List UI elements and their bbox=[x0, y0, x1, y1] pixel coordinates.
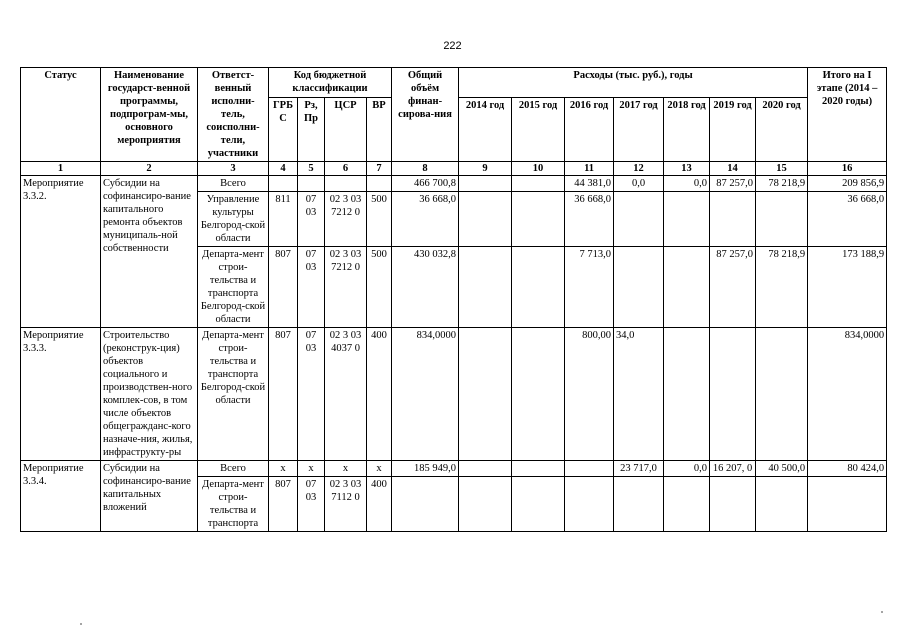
row-responsible: Всего bbox=[198, 176, 269, 192]
header-expenses: Расходы (тыс. руб.), годы bbox=[459, 68, 808, 98]
cell-2018 bbox=[664, 477, 710, 532]
col-number: 5 bbox=[298, 162, 325, 176]
cell-2017: 34,0 bbox=[614, 328, 664, 461]
cell-total: 185 949,0 bbox=[392, 461, 459, 477]
row-name: Строительство (реконструк-ция) объектов социального и производствен-ного комплек-сов, в том числе объектов общегражданс-кого назначе-ния, жилья, инфраструкту-ры bbox=[101, 328, 198, 461]
cell-itogo: 36 668,0 bbox=[808, 192, 887, 247]
cell-total: 466 700,8 bbox=[392, 176, 459, 192]
cell-2019: 16 207, 0 bbox=[710, 461, 756, 477]
cell-2015 bbox=[512, 477, 565, 532]
cell-2015 bbox=[512, 461, 565, 477]
cell-grbs: 811 bbox=[269, 192, 298, 247]
cell-total: 36 668,0 bbox=[392, 192, 459, 247]
cell-csr: 02 3 03 7112 0 bbox=[325, 477, 367, 532]
col-number: 11 bbox=[565, 162, 614, 176]
col-number: 16 bbox=[808, 162, 887, 176]
col-number: 3 bbox=[198, 162, 269, 176]
cell-2017 bbox=[614, 247, 664, 328]
cell-2014 bbox=[459, 192, 512, 247]
scan-speck bbox=[881, 611, 883, 613]
col-number: 1 bbox=[21, 162, 101, 176]
cell-2016 bbox=[565, 461, 614, 477]
table-row bbox=[21, 176, 887, 192]
cell-rzpr: 07 03 bbox=[298, 328, 325, 461]
cell-grbs: x bbox=[269, 461, 298, 477]
row-responsible: Департа-мент строи-тельства и транспорта Белгород-ской области bbox=[198, 328, 269, 461]
cell-2018: 0,0 bbox=[664, 176, 710, 192]
cell-2019 bbox=[710, 477, 756, 532]
cell-total: 430 032,8 bbox=[392, 247, 459, 328]
col-number: 9 bbox=[459, 162, 512, 176]
header-csr: ЦСР bbox=[325, 97, 367, 161]
cell-2020 bbox=[756, 192, 808, 247]
cell-vr: x bbox=[367, 461, 392, 477]
page-number: 222 bbox=[443, 40, 462, 52]
col-number: 6 bbox=[325, 162, 367, 176]
row-name: Субсидии на софинансиро-вание капитальных вложений bbox=[101, 461, 198, 532]
cell-vr: 500 bbox=[367, 247, 392, 328]
scan-speck bbox=[80, 623, 82, 625]
cell-itogo: 173 188,9 bbox=[808, 247, 887, 328]
cell-2014 bbox=[459, 328, 512, 461]
cell-2019: 87 257,0 bbox=[710, 176, 756, 192]
cell-vr: 500 bbox=[367, 192, 392, 247]
cell-2014 bbox=[459, 247, 512, 328]
header-year-2016: 2016 год bbox=[565, 97, 614, 161]
cell-grbs: 807 bbox=[269, 247, 298, 328]
table-row bbox=[21, 328, 887, 461]
header-rzpr: Рз, Пр bbox=[298, 97, 325, 161]
cell-total: 834,0000 bbox=[392, 328, 459, 461]
header-year-2018: 2018 год bbox=[664, 97, 710, 161]
cell-vr bbox=[367, 176, 392, 192]
cell-2020: 78 218,9 bbox=[756, 247, 808, 328]
cell-2016: 36 668,0 bbox=[565, 192, 614, 247]
cell-2016: 800,00 bbox=[565, 328, 614, 461]
cell-2015 bbox=[512, 192, 565, 247]
cell-itogo bbox=[808, 477, 887, 532]
col-number: 2 bbox=[101, 162, 198, 176]
expenses-table bbox=[20, 67, 887, 532]
cell-2019 bbox=[710, 328, 756, 461]
col-number: 13 bbox=[664, 162, 710, 176]
header-year-2017: 2017 год bbox=[614, 97, 664, 161]
header-year-2015: 2015 год bbox=[512, 97, 565, 161]
header-total: Общий объём финан-сирова-ния bbox=[392, 68, 459, 162]
cell-itogo: 209 856,9 bbox=[808, 176, 887, 192]
header-budget-code: Код бюджетной классификации bbox=[269, 68, 392, 98]
cell-csr: 02 3 03 7212 0 bbox=[325, 247, 367, 328]
cell-2015 bbox=[512, 247, 565, 328]
cell-2017 bbox=[614, 192, 664, 247]
cell-2019 bbox=[710, 192, 756, 247]
row-status: Мероприятие 3.3.3. bbox=[21, 328, 101, 461]
col-number: 7 bbox=[367, 162, 392, 176]
cell-total bbox=[392, 477, 459, 532]
row-responsible: Всего bbox=[198, 461, 269, 477]
col-number: 15 bbox=[756, 162, 808, 176]
header-year-2019: 2019 год bbox=[710, 97, 756, 161]
header-grbs: ГРБ С bbox=[269, 97, 298, 161]
cell-2018: 0,0 bbox=[664, 461, 710, 477]
cell-2017: 0,0 bbox=[614, 176, 664, 192]
row-status: Мероприятие 3.3.4. bbox=[21, 461, 101, 532]
cell-vr: 400 bbox=[367, 477, 392, 532]
cell-2017: 23 717,0 bbox=[614, 461, 664, 477]
col-number: 12 bbox=[614, 162, 664, 176]
cell-csr: x bbox=[325, 461, 367, 477]
col-number: 14 bbox=[710, 162, 756, 176]
row-responsible: Управление культуры Белгород-ской области bbox=[198, 192, 269, 247]
cell-2014 bbox=[459, 176, 512, 192]
cell-vr: 400 bbox=[367, 328, 392, 461]
cell-2018 bbox=[664, 192, 710, 247]
cell-2014 bbox=[459, 461, 512, 477]
cell-rzpr: 07 03 bbox=[298, 192, 325, 247]
cell-2018 bbox=[664, 328, 710, 461]
cell-2019: 87 257,0 bbox=[710, 247, 756, 328]
col-number: 8 bbox=[392, 162, 459, 176]
cell-rzpr: 07 03 bbox=[298, 247, 325, 328]
cell-rzpr: x bbox=[298, 461, 325, 477]
header-name: Наименование государст-венной программы, подпрограм-мы, основного мероприятия bbox=[101, 68, 198, 162]
cell-rzpr: 07 03 bbox=[298, 477, 325, 532]
header-responsible: Ответст-венный исполни-тель, соисполни-тели, участники bbox=[198, 68, 269, 162]
cell-2020: 78 218,9 bbox=[756, 176, 808, 192]
cell-2020 bbox=[756, 477, 808, 532]
cell-2020 bbox=[756, 328, 808, 461]
header-status: Статус bbox=[21, 68, 101, 162]
col-number: 10 bbox=[512, 162, 565, 176]
row-responsible: Департа-мент строи-тельства и транспорта bbox=[198, 477, 269, 532]
cell-itogo: 80 424,0 bbox=[808, 461, 887, 477]
cell-2020: 40 500,0 bbox=[756, 461, 808, 477]
row-name: Субсидии на софинансиро-вание капитального ремонта объектов муниципаль-ной собственности bbox=[101, 176, 198, 328]
header-year-2014: 2014 год bbox=[459, 97, 512, 161]
cell-itogo: 834,0000 bbox=[808, 328, 887, 461]
row-responsible: Департа-мент строи-тельства и транспорта Белгород-ской области bbox=[198, 247, 269, 328]
cell-rzpr bbox=[298, 176, 325, 192]
cell-2015 bbox=[512, 328, 565, 461]
cell-csr: 02 3 03 4037 0 bbox=[325, 328, 367, 461]
cell-2015 bbox=[512, 176, 565, 192]
cell-2018 bbox=[664, 247, 710, 328]
col-number: 4 bbox=[269, 162, 298, 176]
cell-grbs: 807 bbox=[269, 477, 298, 532]
cell-2016: 7 713,0 bbox=[565, 247, 614, 328]
table-row bbox=[21, 461, 887, 477]
cell-2016: 44 381,0 bbox=[565, 176, 614, 192]
row-status: Мероприятие 3.3.2. bbox=[21, 176, 101, 328]
header-year-2020: 2020 год bbox=[756, 97, 808, 161]
cell-csr bbox=[325, 176, 367, 192]
cell-csr: 02 3 03 7212 0 bbox=[325, 192, 367, 247]
cell-2014 bbox=[459, 477, 512, 532]
header-vr: ВР bbox=[367, 97, 392, 161]
cell-grbs bbox=[269, 176, 298, 192]
header-itogo: Итого на I этапе (2014 – 2020 годы) bbox=[808, 68, 887, 162]
cell-2017 bbox=[614, 477, 664, 532]
cell-2016 bbox=[565, 477, 614, 532]
cell-grbs: 807 bbox=[269, 328, 298, 461]
